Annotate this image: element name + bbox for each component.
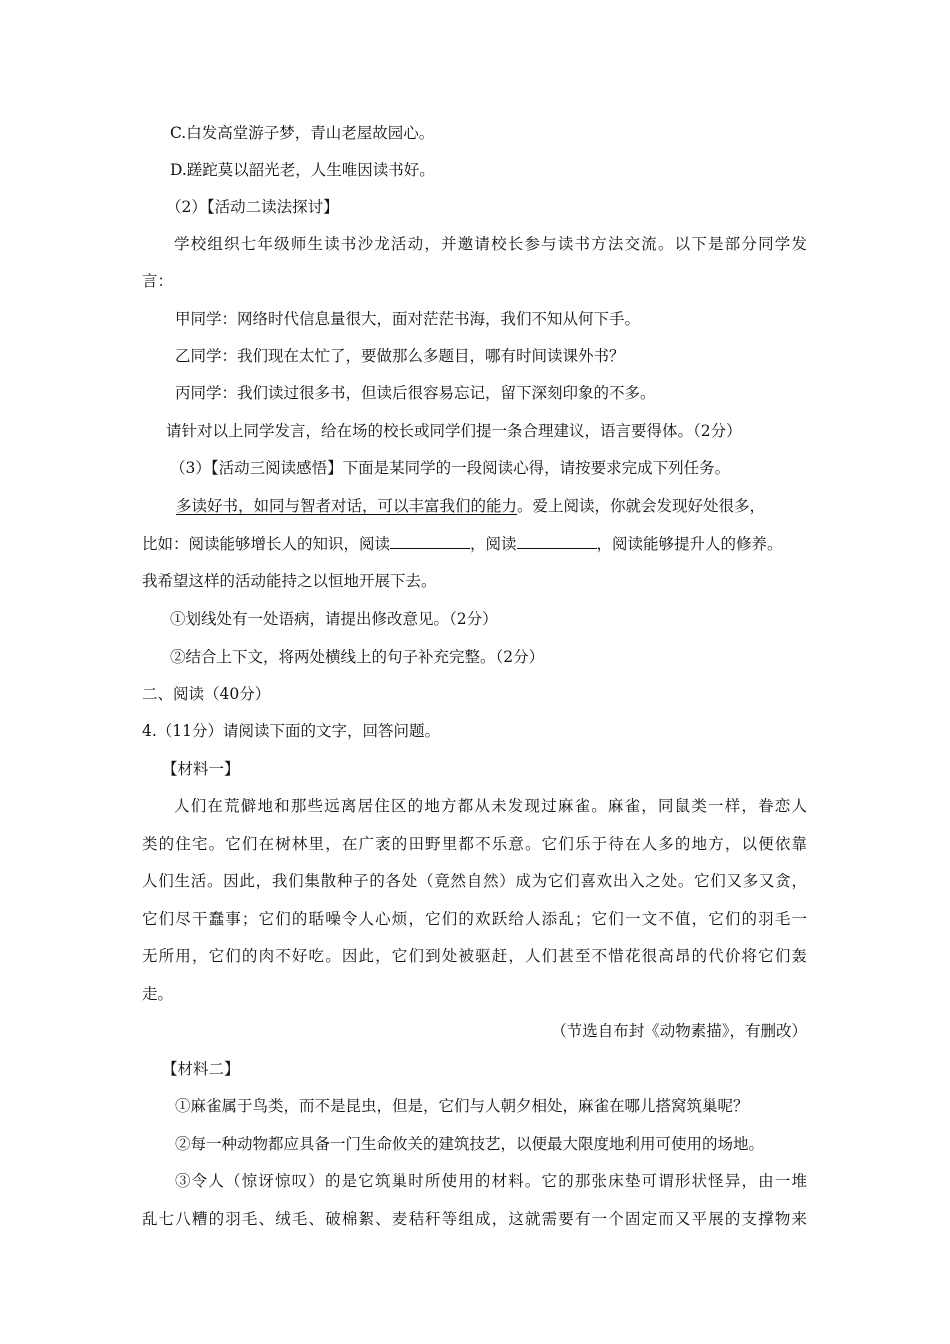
fill-blank-2[interactable] bbox=[517, 533, 597, 549]
material2-paragraph-2: ②每一种动物都应具备一门生命攸关的建筑技艺，以便最大限度地利用可使用的场地。 bbox=[175, 1135, 765, 1153]
question4-heading: 4.（11分）请阅读下面的文字，回答问题。 bbox=[142, 722, 441, 740]
student-a-statement: 甲同学：网络时代信息量很大，面对茫茫书海，我们不知从何下手。 bbox=[175, 310, 641, 328]
underlined-sentence: 多读好书，如同与智者对话，可以丰富我们的能力 bbox=[176, 497, 518, 515]
material2-paragraph-3-line: ③令人（惊讶惊叹）的是它筑巢时所使用的材料。它的那张床垫可谓形状怪异，由一堆 bbox=[175, 1172, 807, 1190]
material1-line: 人们在荒僻地和那些远离居住区的地方都从未发现过麻雀。麻雀，同鼠类一样，眷恋人 bbox=[174, 797, 807, 815]
activity3-heading: （3）【活动三阅读感悟】下面是某同学的一段阅读心得，请按要求完成下列任务。 bbox=[170, 459, 731, 477]
material2-paragraph-1: ①麻雀属于鸟类，而不是昆虫，但是，它们与人朝夕相处，麻雀在哪儿搭窝筑巢呢？ bbox=[175, 1097, 749, 1115]
task-2: ②结合上下文，将两处横线上的句子补充完整。（2分） bbox=[170, 648, 545, 666]
activity2-intro-line2: 言： bbox=[142, 272, 174, 290]
activity2-intro-line1: 学校组织七年级师生读书沙龙活动，并邀请校长参与读书方法交流。以下是部分同学发 bbox=[174, 235, 807, 253]
reflection-line2-mid: ，阅读 bbox=[470, 535, 517, 553]
reflection-line1-rest: 。爱上阅读，你就会发现好处很多， bbox=[517, 497, 766, 515]
student-b-statement: 乙同学：我们现在太忙了，要做那么多题目，哪有时间读课外书？ bbox=[175, 347, 625, 365]
reflection-line2-start: 比如：阅读能够增长人的知识，阅读 bbox=[142, 535, 391, 553]
reflection-line2 bbox=[142, 533, 783, 555]
activity2-heading: （2）【活动二读法探讨】 bbox=[166, 198, 339, 216]
fill-blank-1[interactable] bbox=[390, 533, 470, 549]
material1-source: （节选自布封《动物素描》，有删改） bbox=[551, 1022, 807, 1040]
material1-line: 无所用，它们的肉不好吃。因此，它们到处被驱赶，人们甚至不惜花很高昂的代价将它们轰 bbox=[142, 947, 807, 965]
material1-line: 人们生活。因此，我们集散种子的各处（竟然自然）成为它们喜欢出入之处。它们又多又贪， bbox=[142, 872, 807, 890]
student-c-statement: 丙同学：我们读过很多书，但读后很容易忘记，留下深刻印象的不多。 bbox=[175, 384, 656, 402]
material2-paragraph-3-line: 乱七八糟的羽毛、绒毛、破棉絮、麦秸秆等组成，这就需要有一个固定而又平展的支撑物来 bbox=[142, 1210, 807, 1228]
material1-line: 走。 bbox=[142, 985, 174, 1003]
material2-label: 【材料二】 bbox=[162, 1060, 240, 1078]
material1-line: 它们尽干蠢事；它们的聒噪令人心烦，它们的欢跃给人添乱；它们一文不值，它们的羽毛一 bbox=[142, 910, 807, 928]
material1-line: 类的住宅。它们在树林里，在广袤的田野里都不乐意。它们乐于待在人多的地方，以便依靠 bbox=[142, 835, 807, 853]
task-1: ①划线处有一处语病，请提出修改意见。（2分） bbox=[170, 610, 498, 628]
option-c: C.白发高堂游子梦，青山老屋故园心。 bbox=[170, 124, 435, 142]
reflection-line2-end: ，阅读能够提升人的修养。 bbox=[596, 535, 783, 553]
section2-heading: 二、阅读（40分） bbox=[142, 685, 271, 703]
activity2-task: 请针对以上同学发言，给在场的校长或同学们提一条合理建议，语言要得体。（2分） bbox=[166, 422, 742, 440]
material1-label: 【材料一】 bbox=[162, 760, 240, 778]
option-d: D.蹉跎莫以韶光老，人生唯因读书好。 bbox=[170, 161, 435, 179]
reflection-line1 bbox=[176, 495, 765, 517]
reflection-line3: 我希望这样的活动能持之以恒地开展下去。 bbox=[142, 572, 437, 590]
